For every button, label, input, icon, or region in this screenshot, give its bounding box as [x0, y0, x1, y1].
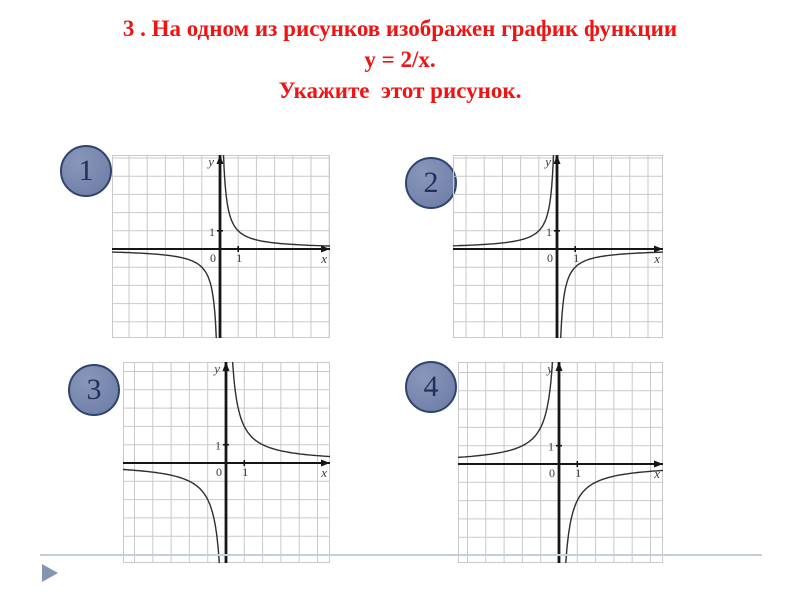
svg-text:y: y — [545, 155, 551, 169]
graph-figure-1 — [112, 155, 330, 338]
svg-text:1: 1 — [546, 224, 552, 239]
title-line-2: у = 2/х. — [364, 47, 436, 72]
svg-text:x: x — [654, 251, 660, 266]
footer-divider — [40, 554, 762, 556]
svg-text:1: 1 — [575, 466, 582, 480]
graph-figure-3 — [123, 362, 330, 563]
next-slide-arrow-icon[interactable] — [42, 564, 58, 582]
option-badge-2[interactable]: 2 — [405, 157, 457, 209]
svg-text:y: y — [547, 362, 553, 376]
graph-figure-2 — [453, 155, 663, 338]
title-line-1: 3 . На одном из рисунков изображен график функции — [122, 16, 678, 41]
svg-text:0: 0 — [210, 251, 216, 265]
svg-text:0: 0 — [216, 465, 222, 479]
svg-text:0: 0 — [549, 466, 555, 480]
option-badge-3[interactable]: 3 — [68, 364, 120, 416]
option-badge-4[interactable]: 4 — [405, 361, 457, 413]
svg-text:1: 1 — [236, 251, 243, 265]
svg-text:1: 1 — [242, 465, 249, 479]
svg-text:1: 1 — [215, 438, 221, 453]
title-line-3: Укажите этот рисунок. — [278, 78, 522, 103]
svg-text:y: y — [208, 155, 214, 169]
svg-text:1: 1 — [209, 224, 215, 239]
svg-text:x: x — [654, 466, 660, 481]
svg-text:x: x — [321, 251, 327, 266]
svg-text:0: 0 — [547, 251, 553, 265]
svg-text:y: y — [214, 362, 220, 376]
svg-text:1: 1 — [573, 251, 580, 265]
slide-title — [0, 13, 800, 106]
svg-text:x: x — [321, 465, 327, 480]
option-badge-1[interactable]: 1 — [60, 145, 112, 197]
svg-text:1: 1 — [548, 439, 554, 454]
graph-figure-4 — [458, 362, 663, 563]
